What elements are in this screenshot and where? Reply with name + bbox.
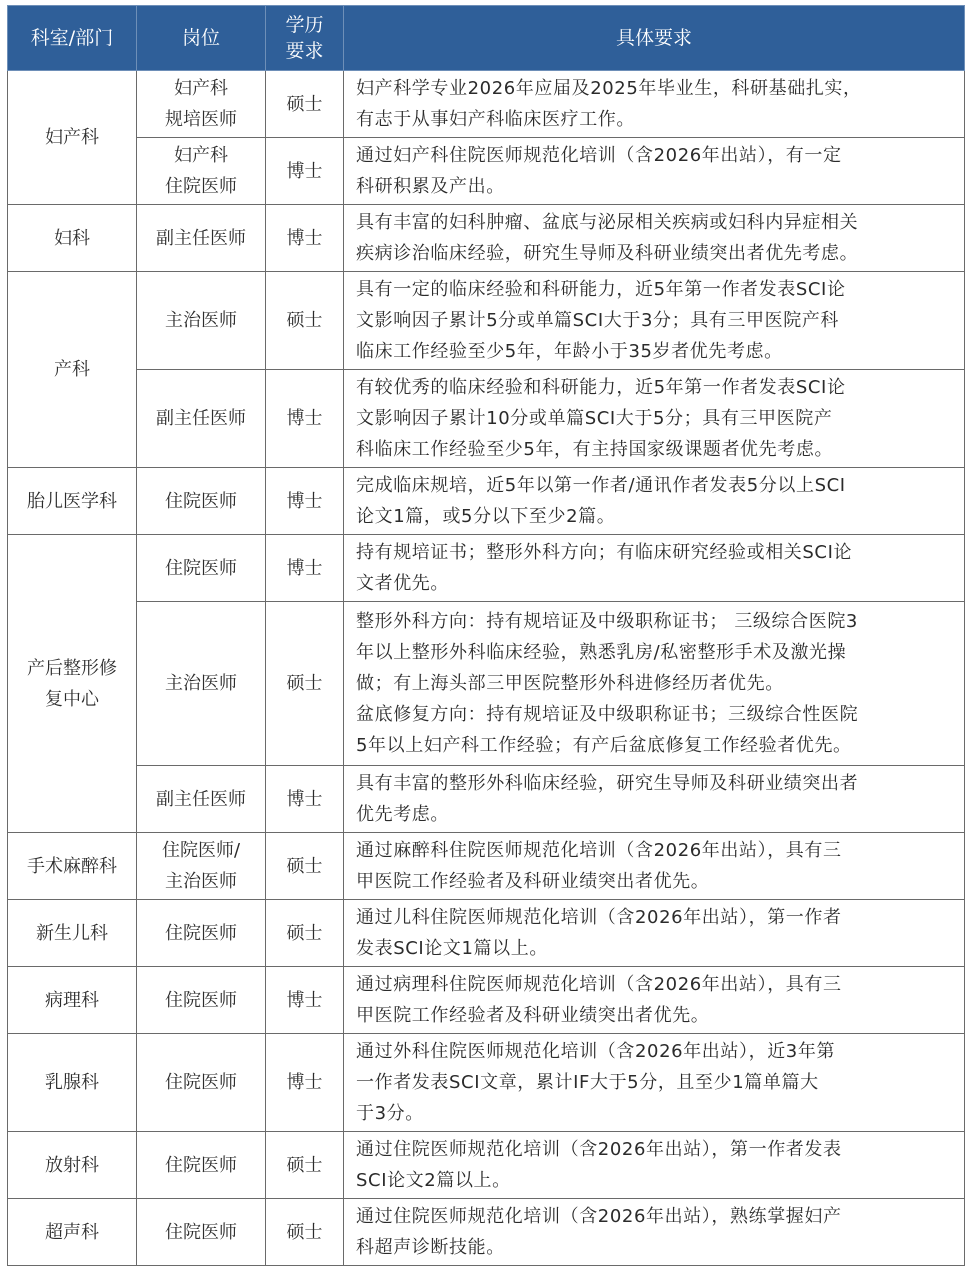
- degree-cell: 博士: [266, 205, 344, 272]
- dept-line: 产后整形修: [27, 657, 117, 679]
- requirements-line: 盆底修复方向：持有规培证及中级职称证书；三级综合性医院: [356, 704, 859, 725]
- degree-cell: 博士: [266, 535, 344, 602]
- requirements-line: 持有规培证书；整形外科方向；有临床研究经验或相关SCI论: [356, 542, 853, 563]
- position-cell: [137, 766, 266, 833]
- requirements-cell: [344, 1199, 965, 1266]
- degree-cell: 硕士: [266, 272, 344, 370]
- requirements-cell: [344, 967, 965, 1034]
- position-line: 住院医师: [165, 490, 237, 512]
- dept-cell: 手术麻醉科: [8, 833, 137, 900]
- dept-cell: 新生儿科: [8, 900, 137, 967]
- requirements-line: 完成临床规培，近5年以第一作者/通讯作者发表5分以上SCI: [356, 475, 846, 496]
- requirements-line: 文影响因子累计10分或单篇SCI大于5分；具有三甲医院产: [356, 408, 833, 429]
- requirements-line: 科研积累及产出。: [356, 176, 505, 197]
- position-cell: [137, 138, 266, 205]
- requirements-cell: [344, 468, 965, 535]
- requirements-line: 有志于从事妇产科临床医疗工作。: [356, 109, 635, 130]
- header-degree-line2: 要求: [285, 40, 324, 62]
- requirements-line: 论文1篇，或5分以下至少2篇。: [356, 506, 616, 527]
- requirements-line: 有较优秀的临床经验和科研能力，近5年第一作者发表SCI论: [356, 377, 846, 398]
- requirements-cell: [344, 71, 965, 138]
- dept-cell: 妇产科: [8, 71, 137, 205]
- table-row: [8, 900, 965, 967]
- requirements-line: 优先考虑。: [356, 804, 449, 825]
- table-row: [8, 1132, 965, 1199]
- requirements-line: 整形外科方向：持有规培证及中级职称证书； 三级综合医院3: [356, 611, 858, 632]
- requirements-line: 科超声诊断技能。: [356, 1237, 505, 1258]
- position-line: 住院医师: [165, 1072, 237, 1093]
- degree-cell: 硕士: [266, 1132, 344, 1199]
- table-row: [8, 205, 965, 272]
- requirements-line: 通过麻醉科住院医师规范化培训（含2026年出站），具有三: [356, 840, 842, 861]
- degree-cell: 博士: [266, 370, 344, 468]
- degree-cell: 博士: [266, 138, 344, 205]
- table-row: [8, 468, 965, 535]
- position-line: 住院医师: [165, 176, 237, 197]
- requirements-cell: [344, 535, 965, 602]
- position-line: 住院医师: [165, 989, 237, 1011]
- requirements-line: 通过妇产科住院医师规范化培训（含2026年出站），有一定: [356, 145, 842, 166]
- table-row: [8, 370, 965, 468]
- requirements-cell: [344, 602, 965, 766]
- requirements-cell: [344, 833, 965, 900]
- dept-cell: 乳腺科: [8, 1034, 137, 1132]
- requirements-line: 甲医院工作经验者及科研业绩突出者优先。: [356, 871, 710, 892]
- dept-cell: 胎儿医学科: [8, 468, 137, 535]
- requirements-cell: [344, 370, 965, 468]
- requirements-line: 通过住院医师规范化培训（含2026年出站），熟练掌握妇产: [356, 1206, 842, 1227]
- table-row: [8, 71, 965, 138]
- table-header-row: [8, 6, 965, 71]
- dept-cell: 超声科: [8, 1199, 137, 1266]
- table-row: [8, 967, 965, 1034]
- position-cell: [137, 1034, 266, 1132]
- requirements-line: 具有丰富的妇科肿瘤、盆底与泌尿相关疾病或妇科内异症相关: [356, 212, 859, 233]
- dept-cell: 产科: [8, 272, 137, 468]
- header-requirements: 具体要求: [344, 6, 965, 71]
- requirements-line: 做；有上海头部三甲医院整形外科进修经历者优先。: [356, 673, 784, 694]
- position-cell: [137, 535, 266, 602]
- table-row: [8, 138, 965, 205]
- degree-cell: 博士: [266, 468, 344, 535]
- requirements-line: 文者优先。: [356, 573, 449, 594]
- position-line: 主治医师: [165, 310, 237, 331]
- degree-cell: 博士: [266, 766, 344, 833]
- requirements-line: 疾病诊治临床经验，研究生导师及科研业绩突出者优先考虑。: [356, 243, 859, 264]
- requirements-line: 5年以上妇产科工作经验；有产后盆底修复工作经验者优先。: [356, 735, 852, 756]
- requirements-cell: [344, 766, 965, 833]
- degree-cell: 硕士: [266, 71, 344, 138]
- position-line: 住院医师: [165, 922, 237, 944]
- requirements-line: 文影响因子累计5分或单篇SCI大于3分；具有三甲医院产科: [356, 310, 840, 331]
- position-line: 主治医师: [165, 871, 237, 892]
- position-cell: [137, 370, 266, 468]
- position-line: 住院医师: [165, 1154, 237, 1176]
- table-row: [8, 1199, 965, 1266]
- requirements-cell: [344, 1034, 965, 1132]
- requirements-line: 通过外科住院医师规范化培训（含2026年出站），近3年第: [356, 1041, 836, 1062]
- requirements-line: 发表SCI论文1篇以上。: [356, 938, 548, 959]
- position-line: 主治医师: [165, 673, 237, 694]
- position-line: 副主任医师: [156, 408, 246, 429]
- dept-cell: [8, 535, 137, 833]
- table-row: [8, 272, 965, 370]
- position-cell: [137, 1132, 266, 1199]
- degree-cell: 硕士: [266, 602, 344, 766]
- position-cell: [137, 900, 266, 967]
- requirements-line: 具有一定的临床经验和科研能力，近5年第一作者发表SCI论: [356, 279, 846, 300]
- position-line: 妇产科: [174, 78, 228, 99]
- requirements-line: SCI论文2篇以上。: [356, 1170, 511, 1191]
- table-row: [8, 535, 965, 602]
- dept-cell: 病理科: [8, 967, 137, 1034]
- position-line: 住院医师: [165, 557, 237, 579]
- requirements-line: 通过儿科住院医师规范化培训（含2026年出站），第一作者: [356, 907, 842, 928]
- position-line: 妇产科: [174, 145, 228, 166]
- requirements-line: 通过住院医师规范化培训（含2026年出站），第一作者发表: [356, 1139, 842, 1160]
- requirements-cell: [344, 1132, 965, 1199]
- position-cell: [137, 1199, 266, 1266]
- requirements-line: 甲医院工作经验者及科研业绩突出者优先。: [356, 1005, 710, 1026]
- position-line: 住院医师/: [161, 840, 241, 861]
- degree-cell: 博士: [266, 967, 344, 1034]
- dept-cell: 放射科: [8, 1132, 137, 1199]
- header-position: 岗位: [137, 6, 266, 71]
- requirements-line: 年以上整形外科临床经验，熟悉乳房/私密整形手术及激光操: [356, 642, 847, 663]
- requirements-line: 一作者发表SCI文章，累计IF大于5分，且至少1篇单篇大: [356, 1072, 819, 1093]
- requirements-cell: [344, 272, 965, 370]
- header-dept: 科室/部门: [8, 6, 137, 71]
- requirements-line: 通过病理科住院医师规范化培训（含2026年出站），具有三: [356, 974, 842, 995]
- position-cell: [137, 272, 266, 370]
- position-line: 副主任医师: [156, 227, 246, 249]
- position-line: 副主任医师: [156, 788, 246, 810]
- degree-cell: 硕士: [266, 1199, 344, 1266]
- requirements-line: 于3分。: [356, 1103, 424, 1124]
- dept-cell: 妇科: [8, 205, 137, 272]
- position-cell: [137, 205, 266, 272]
- recruitment-table: [7, 5, 965, 1266]
- position-cell: [137, 71, 266, 138]
- requirements-cell: [344, 205, 965, 272]
- position-cell: [137, 967, 266, 1034]
- position-line: 住院医师: [165, 1221, 237, 1243]
- table-row: [8, 833, 965, 900]
- degree-cell: 博士: [266, 1034, 344, 1132]
- requirements-line: 科临床工作经验至少5年，有主持国家级课题者优先考虑。: [356, 439, 834, 460]
- table-row: [8, 602, 965, 766]
- recruitment-table-sheet: [7, 5, 964, 1266]
- degree-cell: 硕士: [266, 833, 344, 900]
- table-row: [8, 766, 965, 833]
- dept-line: 复中心: [45, 688, 99, 710]
- header-degree-line1: 学历: [285, 14, 324, 36]
- position-line: 规培医师: [165, 109, 237, 130]
- requirements-line: 妇产科学专业2026年应届及2025年毕业生，科研基础扎实，: [356, 78, 862, 99]
- position-cell: [137, 468, 266, 535]
- requirements-line: 具有丰富的整形外科临床经验，研究生导师及科研业绩突出者: [356, 773, 859, 794]
- header-degree: [266, 6, 344, 71]
- requirements-cell: [344, 138, 965, 205]
- requirements-line: 临床工作经验至少5年，年龄小于35岁者优先考虑。: [356, 341, 783, 362]
- table-row: [8, 1034, 965, 1132]
- degree-cell: 硕士: [266, 900, 344, 967]
- requirements-cell: [344, 900, 965, 967]
- position-cell: [137, 602, 266, 766]
- position-cell: [137, 833, 266, 900]
